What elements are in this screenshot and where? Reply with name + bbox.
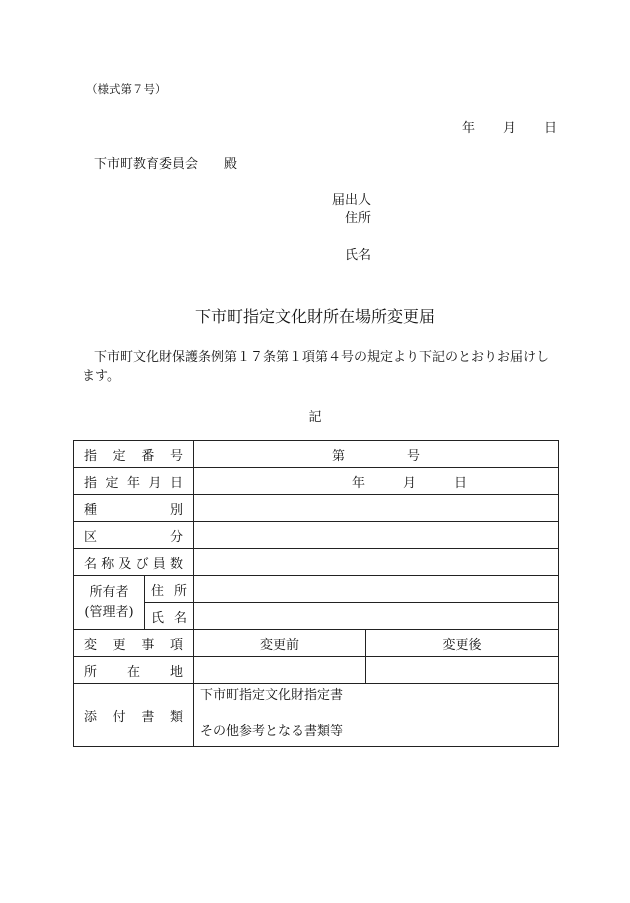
designation-number-label (74, 441, 194, 468)
change-after-header: 変更後 (366, 630, 559, 657)
form-number: （様式第７号） (86, 82, 167, 96)
label-char: 指 (84, 475, 98, 491)
document-title: 下市町指定文化財所在場所変更届 (194, 307, 435, 326)
label-char: 定 (112, 448, 126, 464)
label-text (84, 553, 183, 572)
date-day-label: 日 (544, 121, 558, 136)
label-char: 名 (173, 610, 187, 626)
label-char: 名 (84, 556, 98, 572)
label-char: 種 (84, 502, 98, 518)
body-text: 下市町文化財保護条例第１７条第１項第４号の規定より下記のとおりお届けします。 (82, 350, 550, 384)
label-char: 号 (169, 448, 183, 464)
label-text (84, 445, 183, 464)
location-label (74, 657, 194, 684)
label-char: 分 (169, 529, 183, 545)
location-before-field[interactable] (194, 657, 366, 684)
label-char: 書 (141, 709, 155, 725)
location-after-field[interactable] (366, 657, 559, 684)
attachments-label (74, 684, 194, 747)
label-char: 称 (101, 556, 115, 572)
label-text (84, 634, 183, 653)
name-count-label (74, 549, 194, 576)
date-month-label: 月 (503, 121, 517, 136)
label-char: 別 (169, 502, 183, 518)
row-attachments (74, 684, 559, 747)
designation-date-month: 月 (403, 475, 417, 491)
designation-number-suffix: 号 (407, 448, 421, 464)
row-name-count (74, 549, 559, 576)
row-location (74, 657, 559, 684)
label-text (151, 607, 187, 626)
label-char: 添 (84, 709, 98, 725)
attachments-field (194, 684, 559, 747)
owner-address-label (145, 576, 194, 603)
honorific: 殿 (224, 157, 238, 172)
date-line (462, 117, 557, 136)
designation-date-label (74, 468, 194, 495)
label-char: 氏 (151, 610, 165, 626)
owner-name-label (145, 603, 194, 630)
ki-label: 記 (308, 410, 322, 425)
date-year-label: 年 (462, 121, 476, 136)
label-char: 所 (173, 583, 187, 599)
designation-number-field[interactable] (194, 441, 559, 468)
label-text (84, 661, 183, 680)
name-count-field[interactable] (194, 549, 559, 576)
label-text (84, 472, 183, 491)
label-char: 指 (84, 448, 98, 464)
owner-label-line2: (管理者) (84, 604, 134, 620)
designation-number-prefix: 第 (331, 448, 345, 464)
label-char: 在 (126, 664, 140, 680)
type-label (74, 495, 194, 522)
addressee-name: 下市町教育委員会 (94, 157, 199, 172)
applicant-name-label: 氏名 (345, 248, 372, 263)
attachment-item-1: 下市町指定文化財指定書 (200, 688, 344, 703)
row-owner-address (74, 576, 559, 603)
label-char: 付 (112, 709, 126, 725)
label-char: 類 (169, 709, 183, 725)
category-field[interactable] (194, 522, 559, 549)
label-char: 住 (151, 583, 165, 599)
row-category (74, 522, 559, 549)
category-label (74, 522, 194, 549)
row-owner-name (74, 603, 559, 630)
owner-name-field[interactable] (194, 603, 559, 630)
label-text (151, 580, 187, 599)
form-table (73, 440, 559, 747)
row-designation-date (74, 468, 559, 495)
row-change-item (74, 630, 559, 657)
owner-label-line1: 所有者 (89, 584, 129, 600)
designation-date-field[interactable] (194, 468, 559, 495)
label-char: 番 (141, 448, 155, 464)
type-field[interactable] (194, 495, 559, 522)
label-char: 及 (118, 556, 132, 572)
label-text (84, 706, 183, 725)
owner-label (74, 576, 145, 630)
row-type (74, 495, 559, 522)
label-char: び (135, 556, 149, 572)
label-char: 所 (84, 664, 98, 680)
label-char: 年 (126, 475, 140, 491)
label-char: 更 (112, 637, 126, 653)
label-char: 項 (169, 637, 183, 653)
label-char: 数 (169, 556, 183, 572)
change-item-label (74, 630, 194, 657)
designation-date-day: 日 (454, 475, 468, 491)
label-char: 事 (141, 637, 155, 653)
label-char: 員 (152, 556, 166, 572)
owner-address-field[interactable] (194, 576, 559, 603)
applicant-address-label: 住所 (345, 211, 372, 226)
change-before-header: 変更前 (194, 630, 366, 657)
designation-date-year: 年 (352, 475, 366, 491)
label-char: 月 (148, 475, 162, 491)
attachment-item-2: その他参考となる書類等 (200, 724, 344, 739)
label-char: 日 (169, 475, 183, 491)
applicant-label: 届出人 (332, 193, 372, 208)
label-char: 地 (169, 664, 183, 680)
label-char: 定 (105, 475, 119, 491)
label-text (84, 499, 183, 518)
row-designation-number (74, 441, 559, 468)
addressee (94, 153, 237, 172)
label-char: 区 (84, 529, 98, 545)
label-char: 変 (84, 637, 98, 653)
label-text (84, 526, 183, 545)
